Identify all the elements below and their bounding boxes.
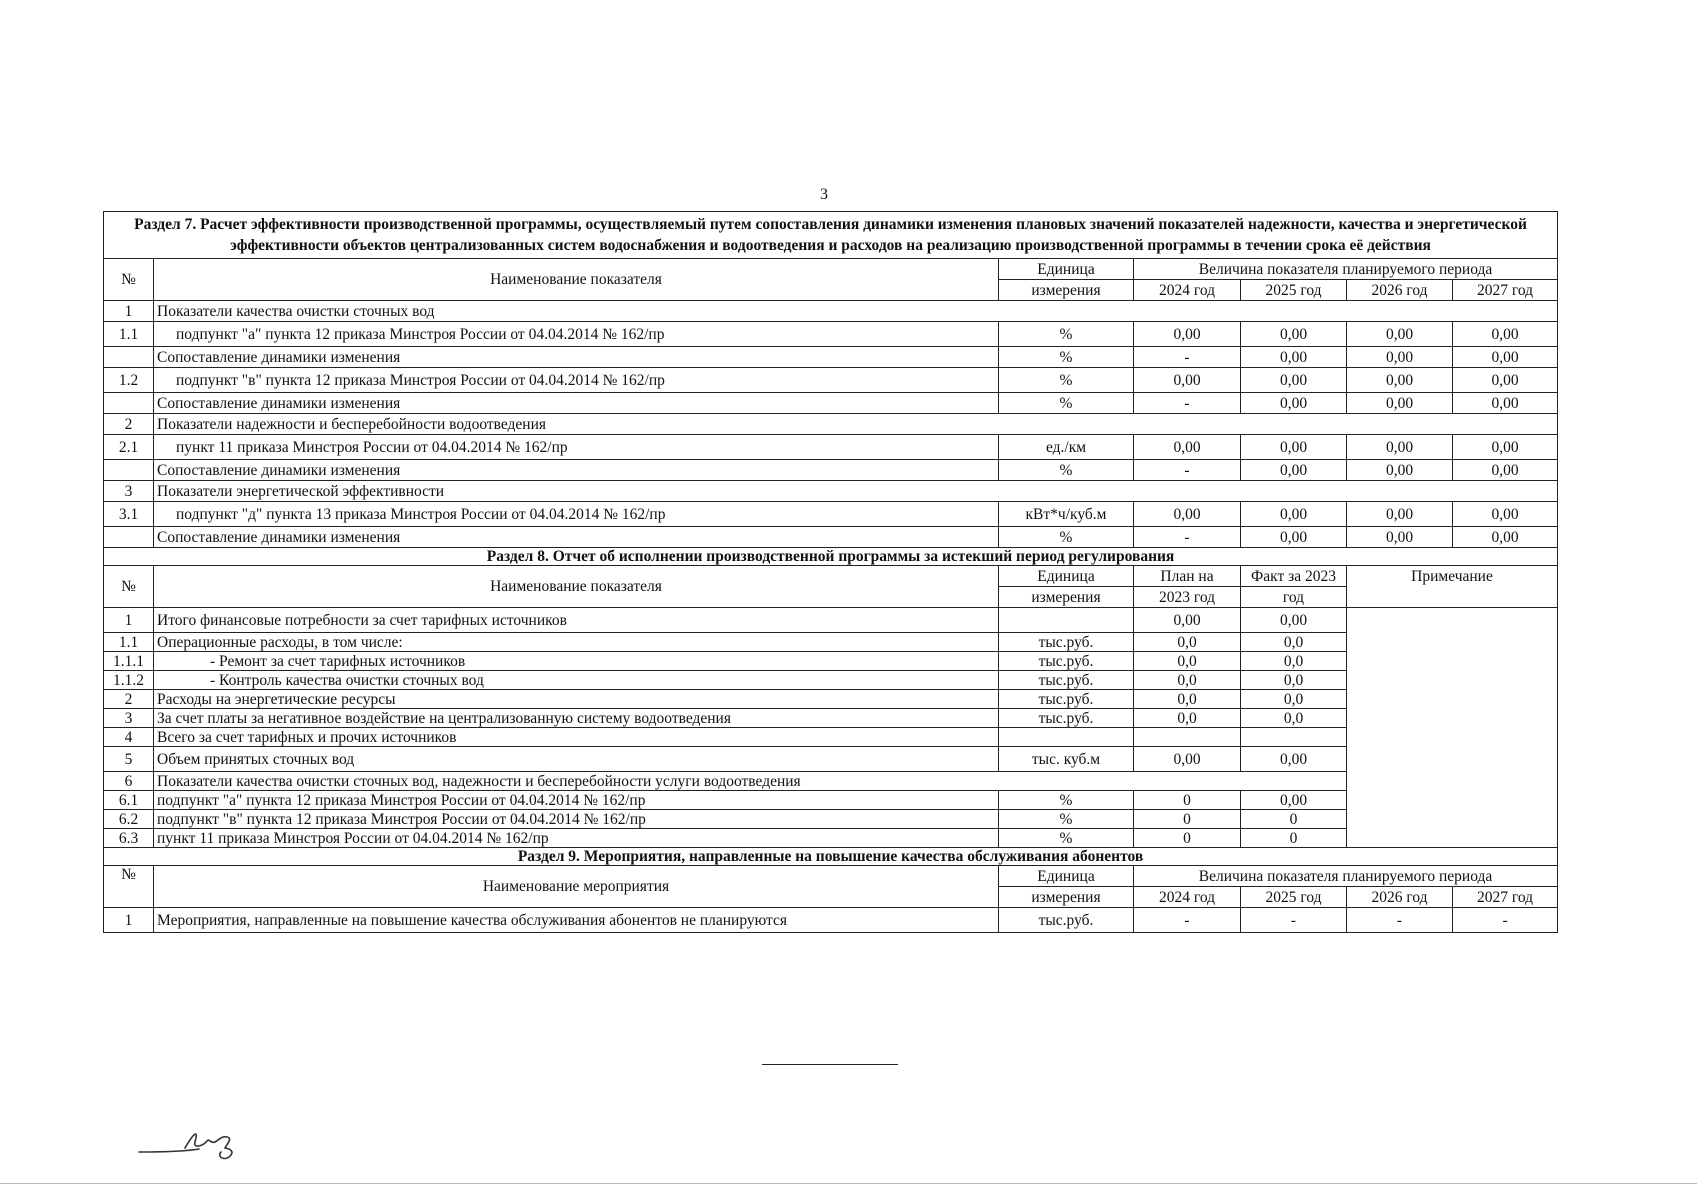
row-fact: 0,00 [1241, 791, 1347, 810]
row-plan: 0 [1134, 810, 1241, 829]
col-name-header: Наименование показателя [154, 259, 999, 301]
col-num-header: № [104, 259, 154, 301]
row-value: 0,00 [1241, 393, 1347, 414]
section9-title: Раздел 9. Мероприятия, направленные на повышение качества обслуживания абонентов [104, 848, 1558, 866]
table-row [104, 502, 1558, 527]
row-name: Показатели энергетической эффективности [154, 481, 1558, 502]
row-name: пункт 11 приказа Минстроя России от 04.04.2014 № 162/пр [154, 435, 999, 460]
row-number: 3.1 [104, 502, 154, 527]
row-number [104, 347, 154, 368]
row-fact: 0,0 [1241, 690, 1347, 709]
table-row [104, 810, 1558, 829]
row-number: 1.1.1 [104, 652, 154, 671]
row-name: пункт 11 приказа Минстроя России от 04.04.2014 № 162/пр [154, 829, 999, 848]
row-unit: тыс.руб. [999, 709, 1134, 728]
row-value: 0,00 [1134, 322, 1241, 347]
row-unit: тыс. куб.м [999, 747, 1134, 772]
row-name: Сопоставление динамики изменения [154, 527, 999, 548]
section7-title-row [104, 212, 1558, 259]
section8-body [104, 608, 1558, 848]
row-number: 3 [104, 481, 154, 502]
row-name: Сопоставление динамики изменения [154, 393, 999, 414]
table-row [104, 690, 1558, 709]
row-name: подпункт "в" пункта 12 приказа Минстроя России от 04.04.2014 № 162/пр [154, 368, 999, 393]
row-name: Объем принятых сточных вод [154, 747, 999, 772]
row-fact: 0,0 [1241, 671, 1347, 690]
table-row [104, 772, 1558, 791]
row-plan [1134, 728, 1241, 747]
scan-edge-line [0, 1183, 1697, 1184]
s9-col-unit-header-top: Единица [999, 866, 1134, 887]
row-plan: 0,00 [1134, 608, 1241, 633]
row-value: 0,00 [1453, 502, 1558, 527]
section8-header-row [104, 566, 1558, 587]
col-year-2024: 2024 год [1134, 280, 1241, 301]
row-unit: % [999, 322, 1134, 347]
table-row [104, 671, 1558, 690]
row-value: 0,00 [1453, 460, 1558, 481]
col-year-2025: 2025 год [1241, 280, 1347, 301]
row-plan: 0,0 [1134, 690, 1241, 709]
table-row [104, 481, 1558, 502]
s8-col-plan-header-bottom: 2023 год [1134, 587, 1241, 608]
table-row [104, 908, 1558, 933]
row-value: 0,00 [1453, 322, 1558, 347]
row-value: 0,00 [1453, 368, 1558, 393]
row-value: - [1134, 527, 1241, 548]
row-fact: 0,0 [1241, 709, 1347, 728]
row-number: 4 [104, 728, 154, 747]
s9-col-unit-header-bottom: измерения [999, 887, 1134, 908]
row-value: 0,00 [1347, 527, 1453, 548]
production-program-table [103, 211, 1558, 933]
row-value: 0,00 [1347, 368, 1453, 393]
s9-col-year-2025: 2025 год [1241, 887, 1347, 908]
table-row [104, 652, 1558, 671]
row-name: подпункт "а" пункта 12 приказа Минстроя России от 04.04.2014 № 162/пр [154, 791, 999, 810]
row-unit: тыс.руб. [999, 908, 1134, 933]
s9-col-num-header: № [104, 866, 154, 908]
row-name: Показатели качества очистки сточных вод, надежности и бесперебойности услуги водоотведения [154, 772, 1347, 791]
row-number [104, 393, 154, 414]
row-plan: 0,0 [1134, 652, 1241, 671]
row-unit [999, 728, 1134, 747]
row-value: 0,00 [1453, 393, 1558, 414]
table-row [104, 347, 1558, 368]
s9-col-name-header: Наименование мероприятия [154, 866, 999, 908]
row-number: 6 [104, 772, 154, 791]
signature-mark [137, 1122, 252, 1162]
row-fact: 0,00 [1241, 747, 1347, 772]
s8-col-fact-header-top: Факт за 2023 [1241, 566, 1347, 587]
row-value: 0,00 [1347, 435, 1453, 460]
row-number: 3 [104, 709, 154, 728]
row-value: 0,00 [1453, 527, 1558, 548]
table-row [104, 608, 1558, 633]
row-value: 0,00 [1134, 435, 1241, 460]
row-number: 6.1 [104, 791, 154, 810]
table-row [104, 728, 1558, 747]
row-plan: 0,0 [1134, 709, 1241, 728]
row-number: 1.1 [104, 633, 154, 652]
row-name: Сопоставление динамики изменения [154, 347, 999, 368]
table-row [104, 393, 1558, 414]
table-row [104, 414, 1558, 435]
row-unit: % [999, 347, 1134, 368]
row-number: 5 [104, 747, 154, 772]
row-unit: % [999, 460, 1134, 481]
s9-col-year-2026: 2026 год [1347, 887, 1453, 908]
row-name: подпункт "д" пункта 13 приказа Минстроя России от 04.04.2014 № 162/пр [154, 502, 999, 527]
row-number: 1 [104, 301, 154, 322]
row-value: - [1347, 908, 1453, 933]
s8-col-name-header: Наименование показателя [154, 566, 999, 608]
row-unit: тыс.руб. [999, 652, 1134, 671]
footer-rule [762, 1064, 898, 1065]
row-unit: % [999, 810, 1134, 829]
row-name: - Ремонт за счет тарифных источников [154, 652, 999, 671]
row-name: Показатели качества очистки сточных вод [154, 301, 1558, 322]
row-name: Сопоставление динамики изменения [154, 460, 999, 481]
row-value: 0,00 [1453, 435, 1558, 460]
table-row [104, 829, 1558, 848]
table-row [104, 791, 1558, 810]
s8-col-fact-header-bottom: год [1241, 587, 1347, 608]
row-number: 1 [104, 608, 154, 633]
row-number: 2.1 [104, 435, 154, 460]
section7-body [104, 301, 1558, 548]
row-name: Всего за счет тарифных и прочих источников [154, 728, 999, 747]
row-name: За счет платы за негативное воздействие на централизованную систему водоотведения [154, 709, 999, 728]
table-row [104, 368, 1558, 393]
row-value: 0,00 [1241, 460, 1347, 481]
row-value: - [1134, 460, 1241, 481]
row-value: - [1134, 393, 1241, 414]
row-value: 0,00 [1453, 347, 1558, 368]
row-fact: 0,0 [1241, 652, 1347, 671]
table-row [104, 527, 1558, 548]
table-row [104, 435, 1558, 460]
row-value: 0,00 [1241, 347, 1347, 368]
row-name: подпункт "а" пункта 12 приказа Минстроя России от 04.04.2014 № 162/пр [154, 322, 999, 347]
row-plan: 0 [1134, 791, 1241, 810]
row-name: Расходы на энергетические ресурсы [154, 690, 999, 709]
row-value: 0,00 [1241, 368, 1347, 393]
row-fact: 0,0 [1241, 633, 1347, 652]
row-number: 6.3 [104, 829, 154, 848]
row-name: Показатели надежности и бесперебойности водоотведения [154, 414, 1558, 435]
row-number: 1 [104, 908, 154, 933]
row-unit: % [999, 791, 1134, 810]
row-fact: 0,00 [1241, 608, 1347, 633]
table-row [104, 633, 1558, 652]
s8-col-note-header: Примечание [1347, 566, 1558, 608]
col-year-2027: 2027 год [1453, 280, 1558, 301]
row-value: - [1134, 347, 1241, 368]
s8-col-unit-header-bottom: измерения [999, 587, 1134, 608]
row-unit: % [999, 527, 1134, 548]
row-plan: 0 [1134, 829, 1241, 848]
row-number: 2 [104, 414, 154, 435]
row-number [104, 460, 154, 481]
row-fact [1241, 728, 1347, 747]
row-name: Операционные расходы, в том числе: [154, 633, 999, 652]
section9-title-row [104, 848, 1558, 866]
row-plan: 0,00 [1134, 747, 1241, 772]
s9-col-year-2024: 2024 год [1134, 887, 1241, 908]
row-plan: 0,0 [1134, 633, 1241, 652]
row-value: 0,00 [1241, 322, 1347, 347]
row-number: 1.1 [104, 322, 154, 347]
section7-header-row [104, 259, 1558, 280]
row-fact: 0 [1241, 810, 1347, 829]
section9-body [104, 908, 1558, 933]
row-number: 2 [104, 690, 154, 709]
row-name: - Контроль качества очистки сточных вод [154, 671, 999, 690]
row-value: 0,00 [1347, 502, 1453, 527]
row-plan: 0,0 [1134, 671, 1241, 690]
col-year-2026: 2026 год [1347, 280, 1453, 301]
col-period-header: Величина показателя планируемого периода [1134, 259, 1558, 280]
row-value: 0,00 [1134, 502, 1241, 527]
row-unit: ед./км [999, 435, 1134, 460]
s8-col-plan-header-top: План на [1134, 566, 1241, 587]
row-value: - [1241, 908, 1347, 933]
row-unit: % [999, 368, 1134, 393]
row-unit: кВт*ч/куб.м [999, 502, 1134, 527]
table-row [104, 709, 1558, 728]
row-name: Итого финансовые потребности за счет тарифных источников [154, 608, 999, 633]
s9-col-year-2027: 2027 год [1453, 887, 1558, 908]
row-unit: тыс.руб. [999, 690, 1134, 709]
row-value: 0,00 [1241, 502, 1347, 527]
row-unit: % [999, 393, 1134, 414]
note-cell [1347, 608, 1558, 848]
section8-title: Раздел 8. Отчет об исполнении производственной программы за истекший период регулирования [104, 548, 1558, 566]
s9-col-period-header: Величина показателя планируемого периода [1134, 866, 1558, 887]
row-value: 0,00 [1241, 527, 1347, 548]
col-unit-header-bottom: измерения [999, 280, 1134, 301]
section9-header-row [104, 866, 1558, 887]
row-number: 6.2 [104, 810, 154, 829]
row-value: 0,00 [1134, 368, 1241, 393]
table-row [104, 322, 1558, 347]
row-value: 0,00 [1241, 435, 1347, 460]
s8-col-unit-header-top: Единица [999, 566, 1134, 587]
section7-title: Раздел 7. Расчет эффективности производственной программы, осуществляемый путем сопоставления динамики изменения плановых значений показателей надежности, качества и энергетической эффективности объектов централизованных систем водоснабжения и водоотведения и расходов на реализацию производственной программы в течении срока её действия [104, 212, 1558, 259]
row-unit [999, 608, 1134, 633]
row-value: 0,00 [1347, 322, 1453, 347]
table-row [104, 747, 1558, 772]
section8-title-row [104, 548, 1558, 566]
row-value: 0,00 [1347, 393, 1453, 414]
table-row [104, 460, 1558, 481]
row-value: - [1134, 908, 1241, 933]
s8-col-num-header: № [104, 566, 154, 608]
row-name: подпункт "в" пункта 12 приказа Минстроя России от 04.04.2014 № 162/пр [154, 810, 999, 829]
col-unit-header-top: Единица [999, 259, 1134, 280]
table-row [104, 301, 1558, 322]
row-number: 1.2 [104, 368, 154, 393]
row-number: 1.1.2 [104, 671, 154, 690]
row-value: 0,00 [1347, 347, 1453, 368]
row-value: - [1453, 908, 1558, 933]
row-value: 0,00 [1347, 460, 1453, 481]
page-number: 3 [820, 186, 828, 203]
row-fact: 0 [1241, 829, 1347, 848]
row-name: Мероприятия, направленные на повышение качества обслуживания абонентов не планируются [154, 908, 999, 933]
row-unit: тыс.руб. [999, 671, 1134, 690]
row-unit: тыс.руб. [999, 633, 1134, 652]
row-number [104, 527, 154, 548]
row-unit: % [999, 829, 1134, 848]
